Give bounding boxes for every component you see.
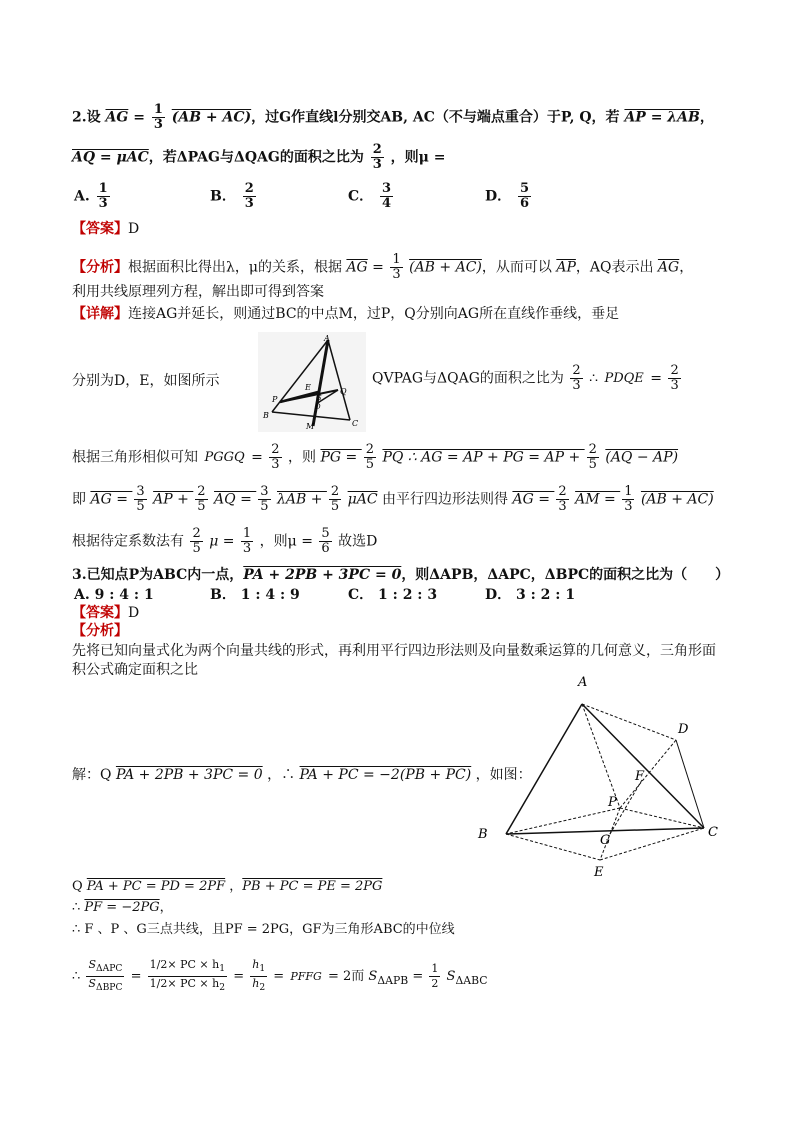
segment-ad: [582, 704, 676, 740]
figure-label-b: B: [478, 827, 488, 842]
figure-label-g: G: [316, 394, 322, 402]
q3-stem: 3.已知点P为ABC内一点，PA + 2PB + 3PC = 0，则ΔAPB，ΔAPC，ΔBPC的面积之比为（ ）: [72, 567, 730, 583]
figure-label-q: Q: [340, 387, 347, 396]
figure-label-d: D: [678, 722, 689, 737]
q2-detail-line5: 根据待定系数法有 $\frac{2}{5}$ μ = $\frac{1}{3}$ ，则μ = $\frac{5}{6}$ 故选D: [72, 526, 378, 556]
figure-label-c: C: [708, 825, 718, 840]
q3-option-b: B． 1 : 4 : 9: [210, 587, 300, 603]
q3-analysis-tag: 【分析】: [72, 623, 128, 639]
q2-line1: 2.设 $\overline{AG}$ = $\frac{1}{3}$ (AB + AC)，过G作直线l分别交AB, AC（不与端点重合）于P, Q，若 AP = λAB，: [72, 102, 714, 132]
figure-label-e: E: [305, 383, 311, 392]
figure-label-g: G: [600, 833, 611, 848]
q2-detail-line2: 分别为D，E，如图所示: [72, 373, 220, 389]
q3-line-a: Q PA + PC = PD = 2PF ，PB + PC = PE = 2PG: [72, 879, 383, 894]
q2-analysis-line2: 利用共线原理列方程，解出即可得到答案: [72, 284, 324, 300]
q2-analysis-line1: 【分析】根据面积比得出λ，μ的关系，根据 $\overline{AG}$ = $\frac{1}{3}$ (AB + AC)，从而可以 $\overline{AP}$，AQ表示出 $\overline{AG}$，: [72, 252, 694, 282]
q2-option-c: C． $\frac{3}{4}$: [348, 181, 392, 211]
q3-option-a: A. 9 : 4 : 1: [74, 587, 154, 603]
q3-analysis-line1: 先将已知向量式化为两个向量共线的形式，再利用平行四边形法则及向量数乘运算的几何意义，三角形面: [72, 643, 716, 659]
figure-label-b: B: [263, 411, 269, 420]
q2-option-b: B． $\frac{2}{3}$: [210, 181, 254, 211]
figure-label-f: F: [635, 769, 645, 784]
q2-detail-line1: 【详解】连接AG并延长，则通过BC的中点M，过P，Q分别向AG所在直线作垂线，垂足: [72, 306, 620, 322]
segment-ec: [600, 828, 704, 860]
figure-label-a: A: [324, 334, 330, 343]
figure-label-e: E: [594, 865, 604, 880]
q2-detail-line3: 根据三角形相似可知 PGGQ = $\frac{2}{3}$ ，则 PG = $\frac{2}{5}$ PQ ∴ AG = AP + PG = AP + $\frac{2}{5}$ (AQ − AP): [72, 442, 679, 472]
figure-label-m: M: [306, 422, 315, 431]
figure-label-p: P: [272, 395, 278, 404]
q3-option-d: D． 3 : 2 : 1: [485, 587, 576, 603]
q2-triangle-figure: [258, 332, 366, 432]
q3-option-c: C． 1 : 2 : 3: [348, 587, 438, 603]
segment-be: [506, 834, 600, 860]
q2-line2: AQ = μAC，若ΔPAG与ΔQAG的面积之比为 $\frac{2}{3}$ ，则μ =: [72, 142, 446, 172]
figure-label-d: D: [315, 403, 321, 411]
q3-line-c: ∴ F 、P 、G三点共线，且PF = 2PG，GF为三角形ABC的中位线: [72, 922, 455, 937]
q2-option-d: D． $\frac{5}{6}$: [485, 181, 530, 211]
segment-pb: [506, 808, 620, 834]
q2-option-a: A. $\frac{1}{3}$: [74, 181, 108, 211]
segment-ap: [582, 704, 620, 808]
segment-pc: [620, 808, 704, 828]
q3-line-d: ∴ $\frac{S_{\Delta APC}}{S_{\Delta BPC}}$ = $\frac{1/2\times PC \times h_1}{1/2\times PC \times h_2}$ = $\frac{h_1}{h_2}$ = PFFG = 2而 $S_{\Delta APB}$ = $\frac{1}{2}$ $S_{\Delta ABC}$: [72, 958, 488, 994]
q2-answer: 【答案】D: [72, 221, 140, 237]
q2-detail-line4: 即 AG = $\frac{3}{5}$ AP + $\frac{2}{5}$ AQ = $\frac{3}{5}$ λAB + $\frac{2}{5}$ $\overline{\mu AC}$ 由平行四边形法则得 AG = $\frac{2}{3}$ AM = $\frac{1}{3}$ (AB + AC): [72, 484, 714, 514]
q3-answer: 【答案】D: [72, 605, 140, 621]
q3-line-b: ∴ PF = −2PG，: [72, 900, 173, 915]
q2-detail-line2b: QVPAG与ΔQAG的面积之比为 $\frac{2}{3}$ ∴ PDQE = $\frac{2}{3}$: [372, 363, 679, 393]
q3-analysis-line2: 积公式确定面积之比: [72, 662, 198, 678]
figure-label-a: A: [578, 675, 588, 690]
q3-solution-line1: 解：Q PA + 2PB + 3PC = 0 ，∴ PA + PC = −2(PB + PC) ，如图：: [72, 767, 532, 783]
figure-label-p: P: [608, 795, 617, 810]
figure-label-c: C: [352, 419, 359, 428]
